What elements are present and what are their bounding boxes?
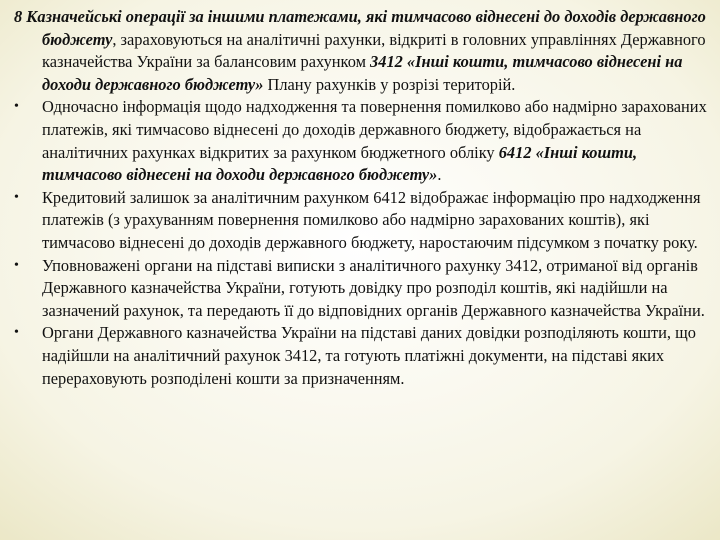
list-item xyxy=(14,96,714,186)
list-item xyxy=(14,322,714,390)
list-item xyxy=(14,187,714,255)
bullet-icon: • xyxy=(14,257,19,273)
list-item-text: Кредитовий залишок за аналітичним рахунком 6412 відображає інформацію про надходження платежів (з урахуванням повернення помилково або надмірно зарахованих коштів), які тимчасово віднесені до доходів державного бюджету, наростаючим підсумком з початку року. xyxy=(42,187,701,252)
intro-paragraph xyxy=(14,6,714,96)
bullet-icon: • xyxy=(14,189,19,205)
intro-lead: 8 Казначейські операції за іншими платежами, які тимчасово віднесені до доходів державного бюджету xyxy=(14,7,706,49)
bullet-icon: • xyxy=(14,99,19,115)
list-item-tail: . xyxy=(437,165,442,185)
slide-text-body xyxy=(14,6,714,390)
list-item-text: Органи Державного казначейства України на підставі даних довідки розподіляють кошти, що надійшли на аналітичний рахунок 3412, та готують платіжні документи, на підставі яких перераховують розподілені кошти за призначенням. xyxy=(42,323,696,388)
intro-middle: , зараховуються на аналітичні рахунки, відкриті в головних управліннях Державного казначейства України за балансовим рахунком xyxy=(42,29,706,72)
list-item xyxy=(14,255,714,323)
bullet-icon: • xyxy=(14,325,19,341)
list-item-text: Уповноважені органи на підставі виписки з аналітичного рахунку 3412, отриманої від органів Державного казначейства України, готують довідку про розподіл коштів, які надійшли на зазначений рахунок, та передають її до відповідних органів Державного казначейства України. xyxy=(42,255,705,320)
intro-account: 3412 «Інші кошти, тимчасово віднесені на доходи державного бюджету» xyxy=(42,52,683,94)
list-item-text: Одночасно інформація щодо надходження та повернення помилково або надмірно зарахованих платежів, які тимчасово віднесені до доходів державного бюджету, відображається на аналітичних рахунках відкритих за рахунком бюджетного обліку xyxy=(42,97,707,162)
list-item-emphasis: 6412 «Інші кошти, тимчасово віднесені на доходи державного бюджету» xyxy=(42,142,638,185)
intro-tail: Плану рахунків у розрізі територій. xyxy=(263,74,516,94)
